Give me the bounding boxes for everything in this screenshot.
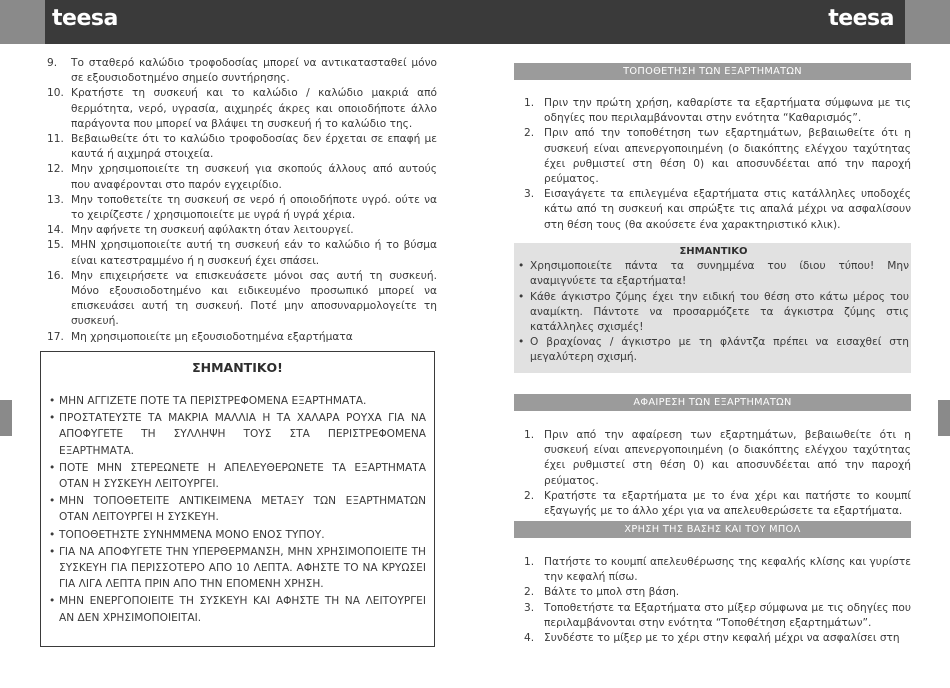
page-edge-tab-left [0, 400, 12, 436]
list-item: • ΜΗΝ ΤΟΠΟΘΕΤΕΙΤΕ ΑΝΤΙΚΕΙΜΕΝΑ ΜΕΤΑΞΥ ΤΩΝ ΕΞΑΡΤΗΜΑΤΩΝ ΟΤΑΝ ΛΕΙΤΟΥΡΓΕΙ Η ΣΥΣΚΕΥΗ. [49, 495, 426, 524]
section-header-remove: ΑΦΑΙΡΕΣΗ ΤΩΝ ΕΞΑΡΤΗΜΑΤΩΝ [514, 394, 911, 411]
list-item: • ΜΗΝ ΕΝΕΡΓΟΠΟΙΕΙΤΕ ΤΗ ΣΥΣΚΕΥΗ ΚΑΙ ΑΦΗΣΤΕ ΤΗ ΝΑ ΛΕΙΤΟΥΡΓΕΙ ΑΝ ΔΕΝ ΧΡΗΣΙΜΟΠΟΙΕΙΤΑΙ. [49, 595, 426, 624]
list-item: 14. Μην αφήνετε τη συσκευή αφύλακτη όταν λειτουργεί. [47, 224, 354, 237]
important-warning-box [40, 351, 435, 647]
corner-block-right [905, 0, 950, 44]
steps-list [514, 555, 911, 646]
list-item: 2. Βάλτε το μπολ στη βάση. [524, 586, 680, 599]
brand-logo-right: teesa [828, 6, 894, 31]
list-item: 1. Πριν από την αφαίρεση των εξαρτημάτων, βεβαιωθείτε ότι η συσκευή είναι απενεργοποιημένη (ο διακόπτης ελέγχου ταχύτητας έχει ρυθμιστεί στη θέση 0) και αποσυνδέεται από την παροχή ρεύματος. [524, 429, 911, 487]
page-edge-tab-right [938, 400, 950, 436]
list-item: • ΤΟΠΟΘΕΤΗΣΤΕ ΣΥΝΗΜΜΕΝΑ ΜΟΝΟ ΕΝΟΣ ΤΥΠΟΥ. [49, 528, 325, 541]
list-item: 9. Το σταθερό καλώδιο τροφοδοσίας μπορεί να αντικατασταθεί μόνο σε εξουσιοδοτημένο σημείο συντήρησης. [47, 57, 437, 85]
warning-title: ΣΗΜΑΝΤΙΚΟ! [192, 360, 283, 375]
base-bowl-steps [514, 555, 911, 646]
list-item: 17. Μη χρησιμοποιείτε μη εξουσιοδοτημένα εξαρτήματα [47, 330, 353, 343]
list-item: 1. Πατήστε το κουμπί απελευθέρωσης της κεφαλής κλίσης και γυρίστε την κεφαλή πίσω. [524, 556, 911, 584]
list-item: • ΠΡΟΣΤΑΤΕΥΣΤΕ ΤΑ ΜΑΚΡΙΑ ΜΑΛΛΙΑ Η ΤΑ ΧΑΛΑΡΑ ΡΟΥΧΑ ΓΙΑ ΝΑ ΑΠΟΦΥΓΕΤΕ ΤΗ ΣΥΛΛΗΨΗ ΤΟΥΣ ΣΤΑ ΠΕΡΙΣΤΡΕΦΟΜΕΝΑ ΕΞΑΡΤΗΜΑΤΑ. [49, 412, 426, 457]
remove-steps [514, 428, 911, 519]
important-note-box [514, 243, 911, 373]
list-item: • Κάθε άγκιστρο ζύμης έχει την ειδική του θέση στο κάτω μέρος του αναμίκτη. Πάντοτε να προσαρμόζετε τα άγκιστρα ζύμης στις κατάλληλες σχισμές! [518, 290, 909, 334]
list-item: 2. Πριν από την τοποθέτηση των εξαρτημάτων, βεβαιωθείτε ότι η συσκευή είναι απενεργοποιημένη (ο διακόπτης ελέγχου ταχύτητας έχει ρυθμιστεί στη θέση 0) και αποσυνδέεται από την παροχή ρεύματος. [524, 127, 911, 186]
list-item: 16. Μην επιχειρήσετε να επισκευάσετε μόνοι σας αυτή τη συσκευή. Μόνο εξουσιοδοτημένο και ειδικευμένο προσωπικό μπορεί να επισκευάσει αυτή τη συσκευή. Ποτέ μην αποσυναρμολογείτε τη συσκευή. [47, 269, 437, 328]
section-header-base-bowl: ΧΡΗΣΗ ΤΗΣ ΒΑΣΗΣ ΚΑΙ ΤΟΥ ΜΠΟΛ [514, 521, 911, 538]
list-item: 3. Εισαγάγετε τα επιλεγμένα εξαρτήματα στις κατάλληλες υποδοχές κάτω από τη συσκευή και σπρώξτε τις απαλά μέχρι να ασφαλίσουν στη θέση τους (θα ακούσετε ένα χαρακτηριστικό κλικ). [524, 188, 911, 231]
steps-list [514, 96, 911, 233]
list-item: 10. Κρατήστε τη συσκευή και το καλώδιο / καλώδιο μακριά από θερμότητα, νερό, υγρασία, αιχμηρές άκρες και οποιοδήποτε άλλο παράγοντα που μπορεί να βλάψει τη συσκευή ή το καλώδιο της. [47, 87, 437, 130]
list-item: 3. Τοποθετήστε τα Εξαρτήματα στο μίξερ σύμφωνα με τις οδηγίες που περιλαμβάνονται στην ενότητα “Τοποθέτηση εξαρτημάτων”. [524, 601, 911, 629]
important-title: ΣΗΜΑΝΤΙΚΟ [679, 246, 748, 257]
list-item: 1. Πριν την πρώτη χρήση, καθαρίστε τα εξαρτήματα σύμφωνα με τις οδηγίες που περιλαμβάνονται στην ενότητα “Καθαρισμός”. [524, 97, 911, 125]
list-item: 4. Συνδέστε το μίξερ με το χέρι στην κεφαλή μέχρι να ασφαλίσει στη [524, 632, 900, 645]
list-item: 15. ΜΗΝ χρησιμοποιείτε αυτή τη συσκευή εάν το καλώδιο ή το βύσμα είναι κατεστραμμένο ή η συσκευή έχει σπάσει. [47, 239, 437, 267]
list-item: 12. Μην χρησιμοποιείτε τη συσκευή για σκοπούς άλλους από αυτούς που αναφέρονται στο παρόν εγχειρίδιο. [47, 163, 437, 191]
list-item: 13. Μην τοποθετείτε τη συσκευή σε νερό ή οποιοδήποτε υγρό. ούτε να το χειρίζεστε / χρησιμοποιείτε με υγρά ή υγρά χέρια. [47, 193, 437, 222]
safety-instructions [47, 56, 437, 345]
corner-block-left [0, 0, 45, 44]
list-item: • ΠΟΤΕ ΜΗΝ ΣΤΕΡΕΩΝΕΤΕ Η ΑΠΕΛΕΥΘΕΡΩΝΕΤΕ ΤΑ ΕΞΑΡΤΗΜΑΤΑ ΟΤΑΝ Η ΣΥΣΚΕΥΗ ΛΕΙΤΟΥΡΓΕΙ. [49, 461, 426, 491]
attach-steps [514, 96, 911, 233]
warning-list [41, 393, 434, 626]
list-item: • ΜΗΝ ΑΓΓΙΖΕΤΕ ΠΟΤΕ ΤΑ ΠΕΡΙΣΤΡΕΦΟΜΕΝΑ ΕΞΑΡΤΗΜΑΤΑ. [49, 395, 367, 407]
safety-list [47, 56, 437, 345]
list-item: 2. Κρατήστε τα εξαρτήματα με το ένα χέρι και πατήστε το κουμπί εξαγωγής με το άλλο χέρι για να απελευθερώσετε τα εξαρτήματα. [524, 489, 911, 518]
list-item: • ΓΙΑ ΝΑ ΑΠΟΦΥΓΕΤΕ ΤΗΝ ΥΠΕΡΘΕΡΜΑΝΣΗ, ΜΗΝ ΧΡΗΣΙΜΟΠΟΙΕΙΤΕ ΤΗ ΣΥΣΚΕΥΗ ΓΙΑ ΠΕΡΙΣΣΟΤΕΡΟ ΑΠΟ 10 ΛΕΠΤΑ. ΑΦΗΣΤΕ ΤΟ ΝΑ ΚΡΥΩΣΕΙ ΓΙΑ ΛΙΓΑ ΛΕΠΤΑ ΠΡΙΝ ΑΠΟ ΤΗΝ ΕΠΟΜΕΝΗ ΧΡΗΣΗ. [49, 545, 426, 591]
steps-list [514, 428, 911, 519]
list-item: 11. Βεβαιωθείτε ότι το καλώδιο τροφοδοσίας δεν έρχεται σε επαφή με καυτά ή αιχμηρά στοιχεία. [47, 133, 437, 161]
brand-logo-left: teesa [52, 6, 118, 31]
list-item: • Χρησιμοποιείτε πάντα τα συνημμένα του ίδιου τύπου! Μην αναμιγνύετε τα εξαρτήματα! [518, 260, 909, 288]
important-list [518, 259, 909, 365]
list-item: • Ο βραχίονας / άγκιστρο με τη φλάντζα πρέπει να εισαχθεί στη μεγαλύτερη σχισμή. [518, 336, 909, 364]
section-header-attach: ΤΟΠΟΘΕΤΗΣΗ ΤΩΝ ΕΞΑΡΤΗΜΑΤΩΝ [514, 63, 911, 80]
